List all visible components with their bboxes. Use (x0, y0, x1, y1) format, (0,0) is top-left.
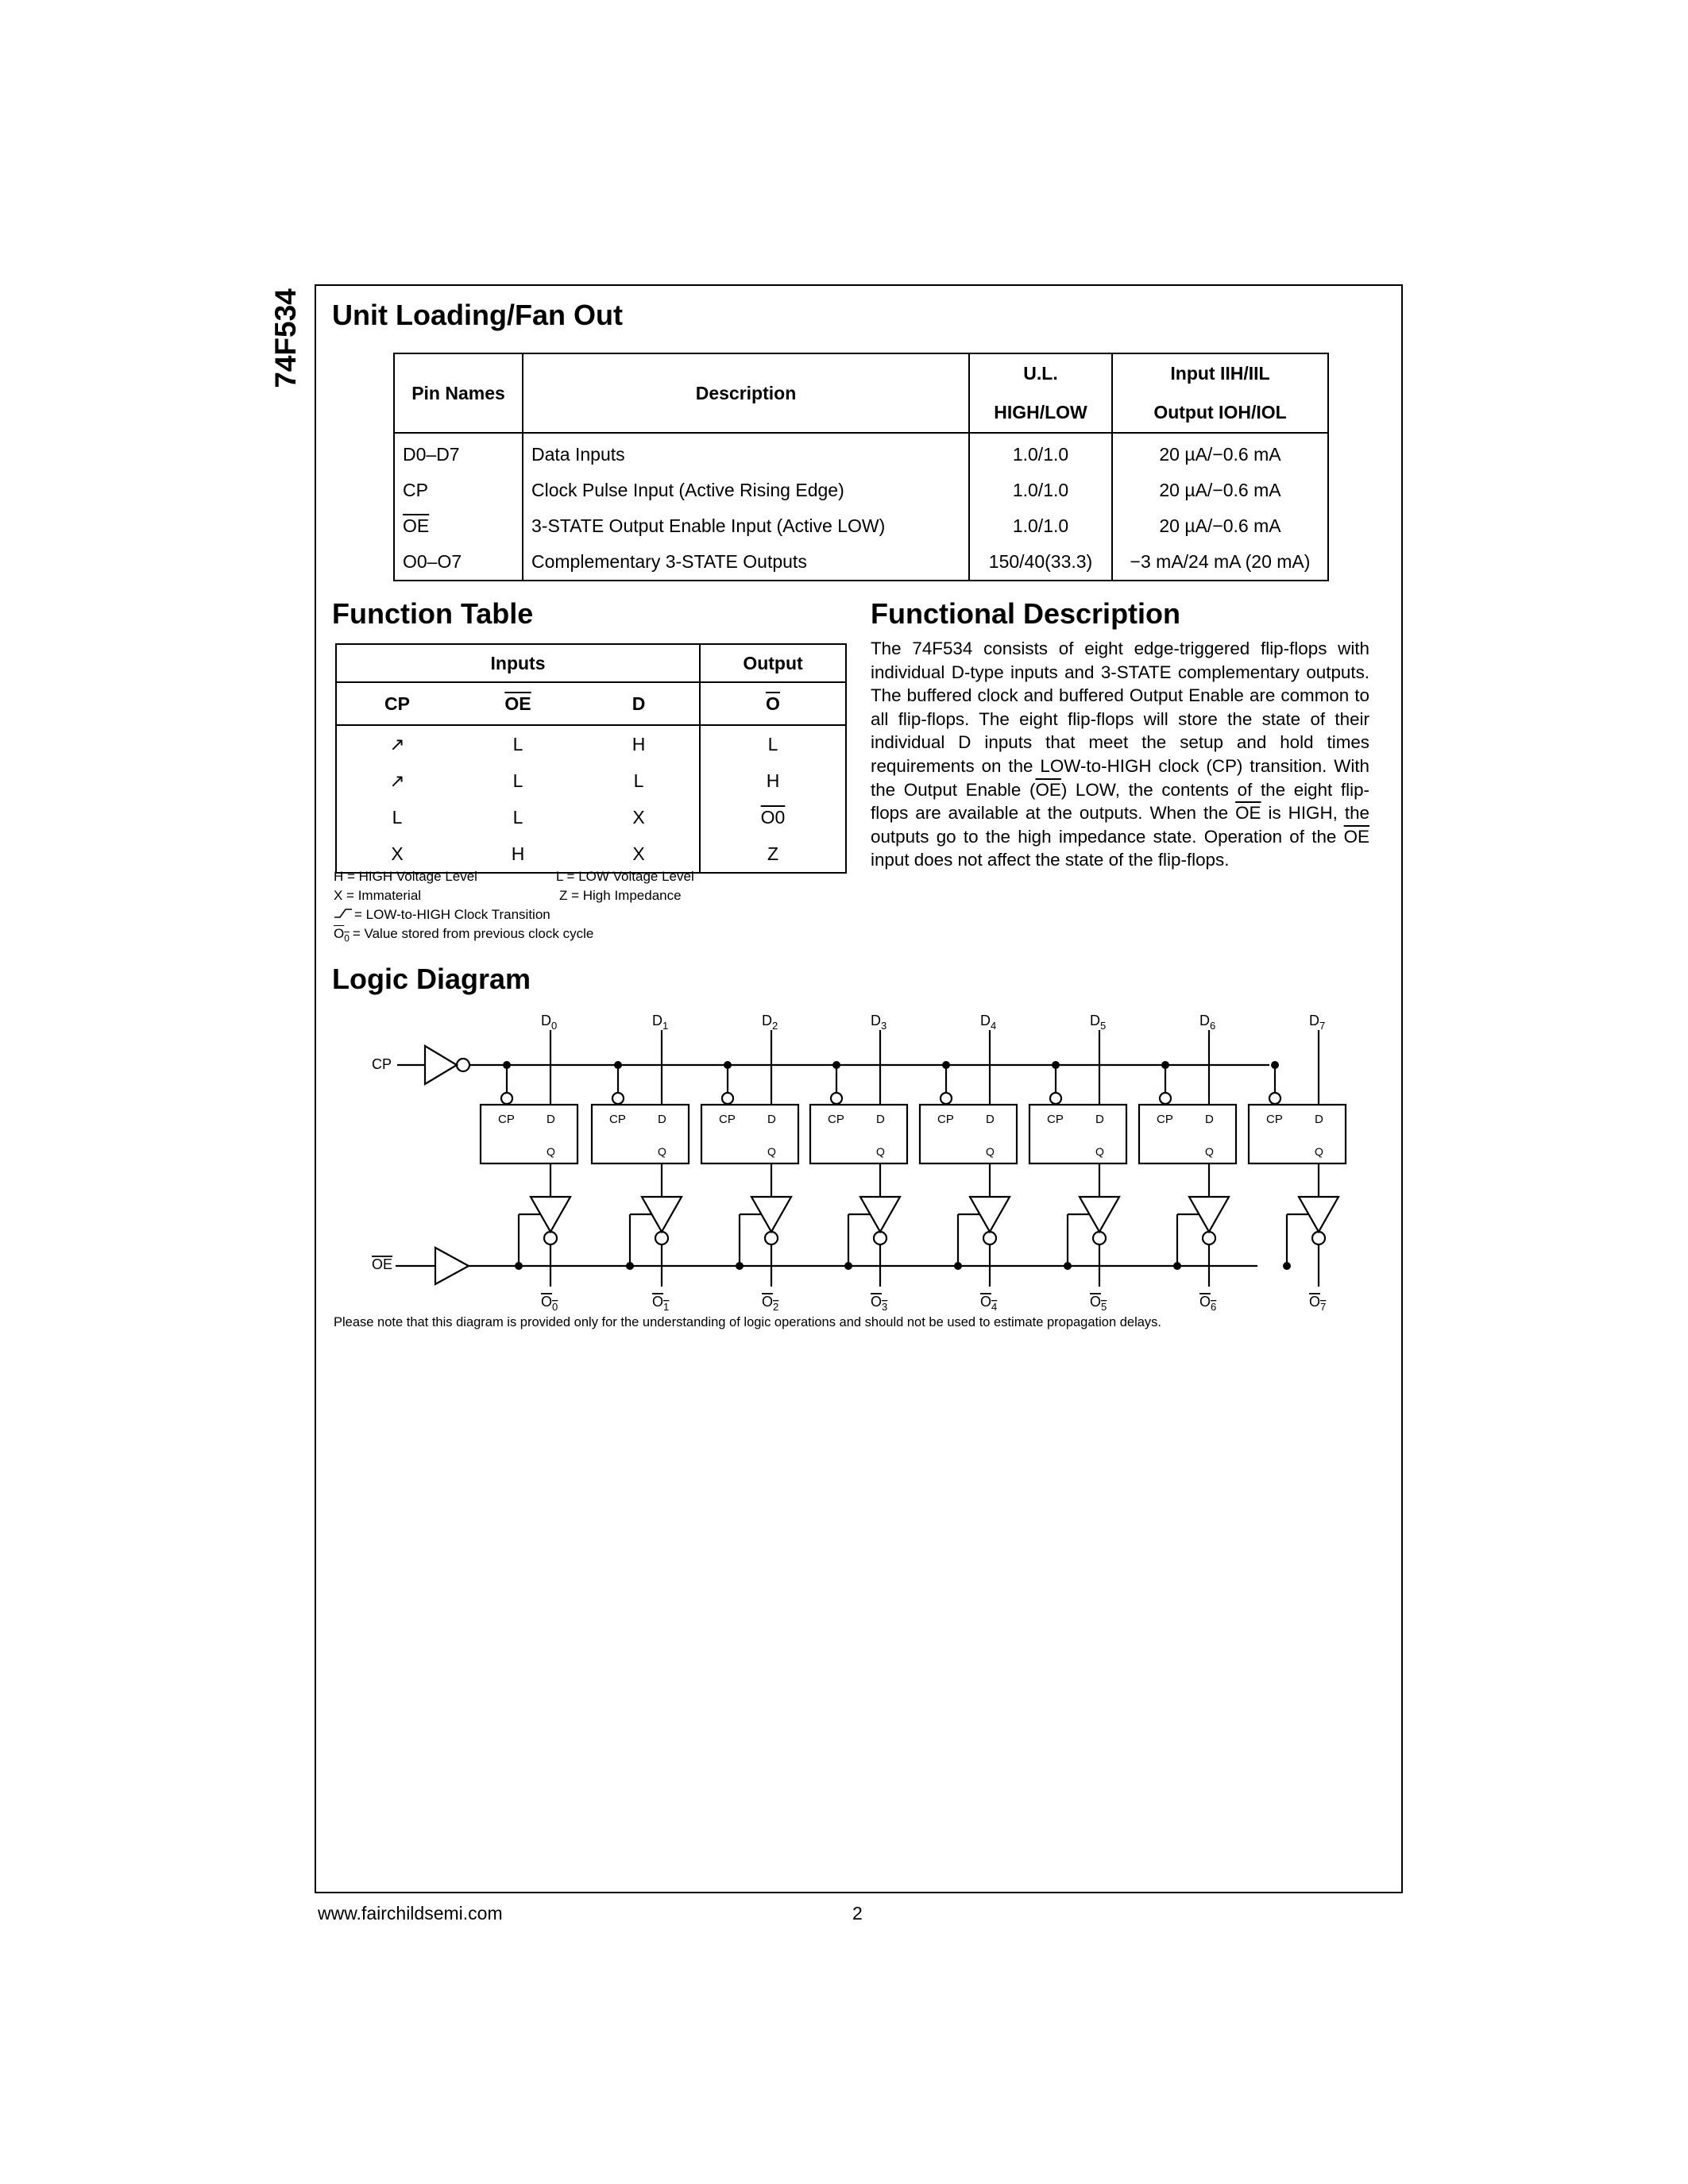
pin-name: $\overline{OE}$ (403, 515, 430, 536)
pin-name: CP (394, 473, 523, 508)
junction-dot (954, 1262, 962, 1270)
cp-value: L (392, 806, 403, 828)
ff-cp-label: CP (828, 1113, 844, 1126)
page-number: 2 (852, 1903, 863, 1924)
inputs-group-header: Inputs (336, 644, 700, 682)
clock-inverter-bubble (1050, 1093, 1061, 1104)
unit-load: 1.0/1.0 (969, 508, 1112, 544)
note-x: X = Immaterial (334, 888, 422, 903)
d-input-label: $D_4$ (980, 1013, 997, 1032)
output-label: $O_1$ (652, 1294, 670, 1313)
clock-inverter-bubble (722, 1093, 733, 1104)
table-row (394, 473, 1328, 508)
output-label: $O_4$ (980, 1294, 998, 1313)
output-label: $O_3$ (871, 1294, 888, 1313)
d-input-label: $D_2$ (762, 1013, 778, 1032)
junction-dot (1283, 1262, 1291, 1270)
clock-inverter-bubble (612, 1093, 624, 1104)
unit-load: 1.0/1.0 (969, 473, 1112, 508)
ff-cp-label: CP (719, 1113, 736, 1126)
col-d: D (578, 682, 700, 725)
ff-q-label: Q (658, 1145, 666, 1158)
cp-buffer (425, 1046, 457, 1084)
table-row (394, 508, 1328, 544)
ff-cp-label: CP (937, 1113, 954, 1126)
o-value: O0 (760, 806, 786, 828)
col-cp: CP (336, 682, 458, 725)
unit-load: 1.0/1.0 (969, 433, 1112, 473)
o-value: Z (700, 835, 846, 873)
col-o: $\overline{O}$ (766, 693, 780, 714)
ff-q-label: Q (986, 1145, 995, 1158)
ff-cp-label: CP (1157, 1113, 1173, 1126)
junction-dot (1173, 1262, 1181, 1270)
tristate-output-bubble (1203, 1232, 1215, 1244)
note-o0: = Value stored from previous clock cycle (352, 926, 594, 941)
d-input-label: $D_7$ (1309, 1013, 1326, 1032)
col-ul: U.L. (1023, 363, 1058, 384)
diagram-note: Please note that this diagram is provided only for the understanding of logic operations and should not be used to estimate propagation delays. (334, 1315, 1162, 1329)
function-table (335, 643, 847, 874)
ff-cp-label: CP (1047, 1113, 1064, 1126)
ff-q-label: Q (547, 1145, 555, 1158)
d-value: X (632, 843, 645, 864)
flip-flop (920, 1105, 1017, 1163)
ff-cp-label: CP (1266, 1113, 1283, 1126)
d-value: X (632, 806, 645, 828)
flip-flop (1029, 1105, 1126, 1163)
junction-dot (736, 1262, 744, 1270)
flip-flop (481, 1105, 577, 1163)
col-input-current: Input IIH/IIL (1170, 363, 1270, 384)
oe-value: L (512, 806, 523, 828)
oe-value: L (512, 733, 523, 754)
output-label: $O_7$ (1309, 1294, 1327, 1313)
functional-description-heading: Functional Description (871, 597, 1181, 630)
junction-dot (626, 1262, 634, 1270)
ff-d-label: D (986, 1113, 995, 1126)
col-pin-names: Pin Names (394, 353, 523, 433)
oe-label: OE (372, 1256, 393, 1272)
cp-label: CP (372, 1056, 392, 1072)
ff-d-label: D (1315, 1113, 1323, 1126)
footer-url[interactable]: www.fairchildsemi.com (318, 1903, 503, 1924)
col-oe: $\overline{OE}$ (504, 693, 531, 714)
table-row (394, 544, 1328, 581)
pin-description: Data Inputs (523, 433, 969, 473)
o-value: L (700, 725, 846, 762)
pin-description: Clock Pulse Input (Active Rising Edge) (523, 473, 969, 508)
ff-d-label: D (767, 1113, 776, 1126)
d-value: H (632, 733, 646, 754)
flip-flop (810, 1105, 907, 1163)
ff-d-label: D (658, 1113, 666, 1126)
ff-d-label: D (547, 1113, 555, 1126)
functional-description-text: The 74F534 consists of eight edge-triggered flip-flops with individual D-type inputs and 3-STATE complementary outputs. The buffered clock and buffered Output Enable are common to all flip-flops. The eight flip-flops will store the state of their individual D inputs that meet the setup and hold times requirements on the LOW-to-HIGH clock (CP) transition. With the Output Enable $(\overline{OE})$ LOW, the contents of the eight flip-flops are available at the outputs. When the $\overline{OE}$ is HIGH, the outputs go to the high impedance state. Operation of the $\overline{OE}$ input does not affect the state of the flip-flops. (871, 639, 1369, 870)
d-input-label: $D_3$ (871, 1013, 887, 1032)
tristate-output-bubble (983, 1232, 996, 1244)
cp-buffer-bubble (457, 1059, 469, 1071)
note-transition: = LOW-to-HIGH Clock Transition (354, 907, 550, 922)
table-row (394, 433, 1328, 473)
ff-q-label: Q (1205, 1145, 1214, 1158)
flip-flop (592, 1105, 689, 1163)
oe-buffer (435, 1248, 469, 1284)
col-output-current: Output IOH/IOL (1153, 402, 1287, 423)
current-rating: 20 µA/−0.6 mA (1112, 433, 1328, 473)
oe-value: L (512, 770, 523, 791)
d-value: L (633, 770, 644, 791)
col-ul-highlow: HIGH/LOW (994, 402, 1087, 423)
output-group-header: Output (700, 644, 846, 682)
oe-value: H (511, 843, 525, 864)
ff-d-label: D (1205, 1113, 1214, 1126)
clock-inverter-bubble (1269, 1093, 1280, 1104)
output-label: $O_5$ (1090, 1294, 1107, 1313)
output-label: $O_0$ (541, 1294, 558, 1313)
logic-diagram (350, 1005, 1358, 1314)
pin-name: D0–D7 (394, 433, 523, 473)
clock-inverter-bubble (831, 1093, 842, 1104)
flip-flop (1249, 1105, 1346, 1163)
function-table-heading: Function Table (332, 597, 534, 630)
ff-cp-label: CP (498, 1113, 515, 1126)
logic-diagram-heading: Logic Diagram (332, 963, 531, 995)
tristate-output-bubble (1093, 1232, 1106, 1244)
d-input-label: $D_6$ (1199, 1013, 1216, 1032)
d-input-label: $D_5$ (1090, 1013, 1107, 1032)
junction-dot (515, 1262, 523, 1270)
flip-flop (1139, 1105, 1236, 1163)
clock-inverter-bubble (1160, 1093, 1171, 1104)
tristate-output-bubble (544, 1232, 557, 1244)
tristate-output-bubble (765, 1232, 778, 1244)
flip-flop (701, 1105, 798, 1163)
current-rating: 20 µA/−0.6 mA (1112, 473, 1328, 508)
pin-description: Complementary 3-STATE Outputs (523, 544, 969, 581)
pin-name: O0–O7 (394, 544, 523, 581)
junction-dot (1064, 1262, 1072, 1270)
ff-cp-label: CP (609, 1113, 626, 1126)
cp-rising-edge: ↗ (389, 770, 405, 791)
unit-load: 150/40(33.3) (969, 544, 1112, 581)
note-l: L = LOW Voltage Level (556, 869, 694, 884)
function-table-notes: H = HIGH Voltage Level L = LOW Voltage Level X = Immaterial Z = High Impedance = LOW-to-HIGH Clock Transition $O_0$ = Value stored from previous clock cycle (334, 867, 694, 947)
ff-q-label: Q (876, 1145, 885, 1158)
part-number-tab (270, 283, 302, 394)
unit-loading-table (393, 353, 1329, 581)
tristate-output-bubble (1312, 1232, 1325, 1244)
cp-rising-edge: ↗ (389, 733, 405, 754)
table-row (336, 762, 846, 799)
output-label: $O_6$ (1199, 1294, 1217, 1313)
clock-inverter-bubble (941, 1093, 952, 1104)
part-number: 74F534 (269, 288, 302, 388)
clock-inverter-bubble (501, 1093, 512, 1104)
o-value: H (700, 762, 846, 799)
cp-value: X (391, 843, 404, 864)
col-description: Description (523, 353, 969, 433)
ff-d-label: D (1095, 1113, 1104, 1126)
ff-q-label: Q (767, 1145, 776, 1158)
ff-q-label: Q (1315, 1145, 1323, 1158)
note-z: Z = High Impedance (559, 888, 682, 903)
ff-d-label: D (876, 1113, 885, 1126)
current-rating: 20 µA/−0.6 mA (1112, 508, 1328, 544)
d-input-label: $D_1$ (652, 1013, 669, 1032)
output-label: $O_2$ (762, 1294, 779, 1313)
unit-loading-heading: Unit Loading/Fan Out (332, 299, 623, 331)
table-row (336, 725, 846, 762)
current-rating: −3 mA/24 mA (20 mA) (1112, 544, 1328, 581)
d-input-label: $D_0$ (541, 1013, 558, 1032)
pin-description: 3-STATE Output Enable Input (Active LOW) (523, 508, 969, 544)
junction-dot (844, 1262, 852, 1270)
table-row (336, 799, 846, 835)
rising-edge-icon (334, 905, 354, 924)
note-h: H = HIGH Voltage Level (334, 869, 477, 884)
tristate-output-bubble (874, 1232, 886, 1244)
ff-q-label: Q (1095, 1145, 1104, 1158)
tristate-output-bubble (655, 1232, 668, 1244)
